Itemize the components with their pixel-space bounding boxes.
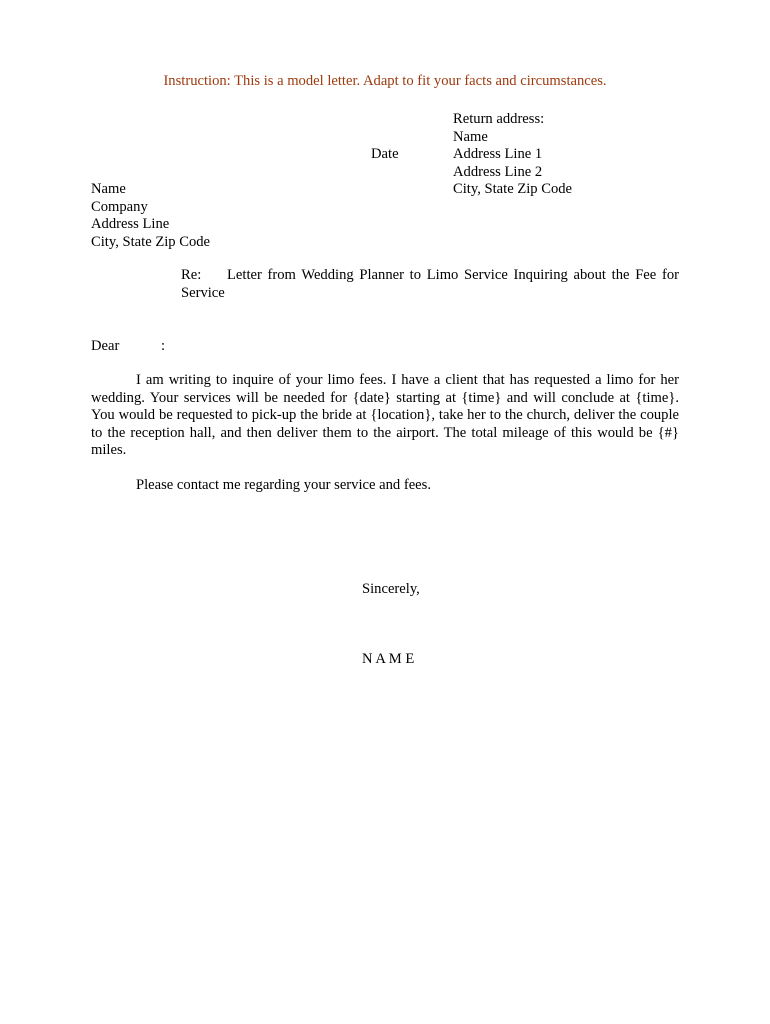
return-address-name: Name xyxy=(453,128,488,145)
recipient-city: City, State Zip Code xyxy=(91,233,211,250)
closing: Sincerely, xyxy=(362,581,420,597)
return-address-block xyxy=(453,111,572,199)
return-address-line2: Address Line 2 xyxy=(453,163,543,180)
signature-name: N A M E xyxy=(362,651,415,667)
return-address-line1: Address Line 1 xyxy=(453,146,543,162)
instruction-note: Instruction: This is a model letter. Adapt to fit your facts and circumstances. xyxy=(163,73,607,89)
recipient-address: Address Line xyxy=(91,216,170,232)
subject-text: Letter from Wedding Planner to Limo Service Inquiring about the Fee for Service xyxy=(181,267,679,301)
body-paragraph-1: I am writing to inquire of your limo fees. I have a client that has requested a limo for her wedding. Your services will be needed for {date} starting at {time} and will conclude at {time}. You would be requested to pick-up the bride at {location}, take her to the church, deliver the couple to the reception hall, and then deliver them to the airport. The total mileage of this would be {#} miles. xyxy=(91,372,679,458)
salutation xyxy=(91,338,165,356)
return-address-city: City, State Zip Code xyxy=(453,181,573,197)
salutation-word: Dear xyxy=(91,338,120,354)
date-label: Date xyxy=(371,146,399,162)
recipient-block xyxy=(91,181,210,251)
recipient-name: Name xyxy=(91,181,126,197)
subject-label: Re: xyxy=(181,267,202,283)
return-address-heading: Return address: xyxy=(453,111,545,127)
body-paragraph-2: Please contact me regarding your service and fees. xyxy=(136,477,431,493)
salutation-colon: : xyxy=(161,338,166,354)
subject-line xyxy=(181,267,679,302)
recipient-company: Company xyxy=(91,198,148,215)
